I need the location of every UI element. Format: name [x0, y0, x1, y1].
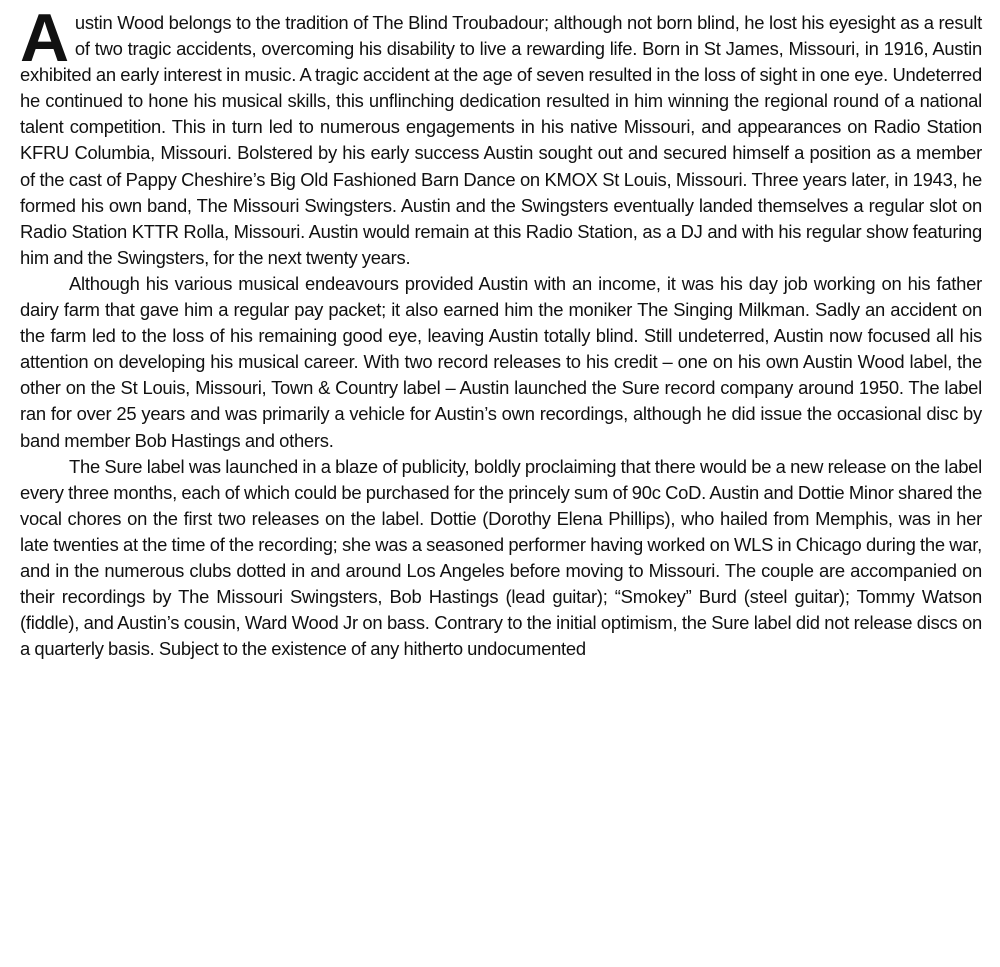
- paragraph-1: [20, 0, 982, 271]
- article-body: [20, 0, 982, 662]
- paragraph-3: The Sure label was launched in a blaze of publicity, boldly proclaiming that there would be a new release on the label every three months, each of which could be purchased for the princely sum of 90c CoD. Austin and Dottie Minor shared the vocal chores on the first two releases on the label. Dottie (Dorothy Elena Phillips), who hailed from Memphis, was in her late twenties at the time of the recording; she was a seasoned performer having worked on WLS in Chicago during the war, and in the numerous clubs dotted in and around Los Angeles before moving to Missouri. The couple are accompanied on their recordings by The Missouri Swingsters, Bob Hastings (lead guitar); “Smokey” Burd (steel guitar); Tommy Watson (fiddle), and Austin’s cousin, Ward Wood Jr on bass. Contrary to the initial optimism, the Sure label did not release discs on a quarterly basis. Subject to the existence of any hitherto undocumented: [20, 455, 982, 660]
- paragraph-1-text: ustin Wood belongs to the tradition of The Blind Troubadour; although not born blind, he lost his eyesight as a result of two tragic accidents, overcoming his disability to live a rewarding life. Born in St James, Missouri, in 1916, Austin exhibited an early interest in music. A tragic accident at the age of seven resulted in the loss of sight in one eye. Undeterred he continued to hone his musical skills, this unflinching dedication resulted in him winning the regional round of a national talent competition. This in turn led to numerous engagements in his native Missouri, and appearances on Radio Station KFRU Columbia, Missouri. Bolstered by his early success Austin sought out and secured himself a position as a member of the cast of Pappy Cheshire’s Big Old Fashioned Barn Dance on KMOX St Louis, Missouri. Three years later, in 1943, he formed his own band, The Missouri Swingsters. Austin and the Swingsters eventually landed themselves a regular slot on Radio Station KTTR Rolla, Missouri. Austin would remain at this Radio Station, as a DJ and with his regular show featuring him and the Swingsters, for the next twenty years.: [20, 12, 982, 268]
- drop-cap: A: [20, 0, 69, 76]
- paragraph-2: Although his various musical endeavours provided Austin with an income, it was his day job working on his father dairy farm that gave him a regular pay packet; it also earned him the moniker The Singing Milkman. Sadly an accident on the farm led to the loss of his remaining good eye, leaving Austin totally blind. Still undeterred, Austin now focused all his attention on developing his musical career. With two record releases to his credit – one on his own Austin Wood label, the other on the St Louis, Missouri, Town & Country label – Austin launched the Sure record company around 1950. The label ran for over 25 years and was primarily a vehicle for Austin’s own recordings, although he did issue the occasional disc by band member Bob Hastings and others.: [20, 272, 982, 451]
